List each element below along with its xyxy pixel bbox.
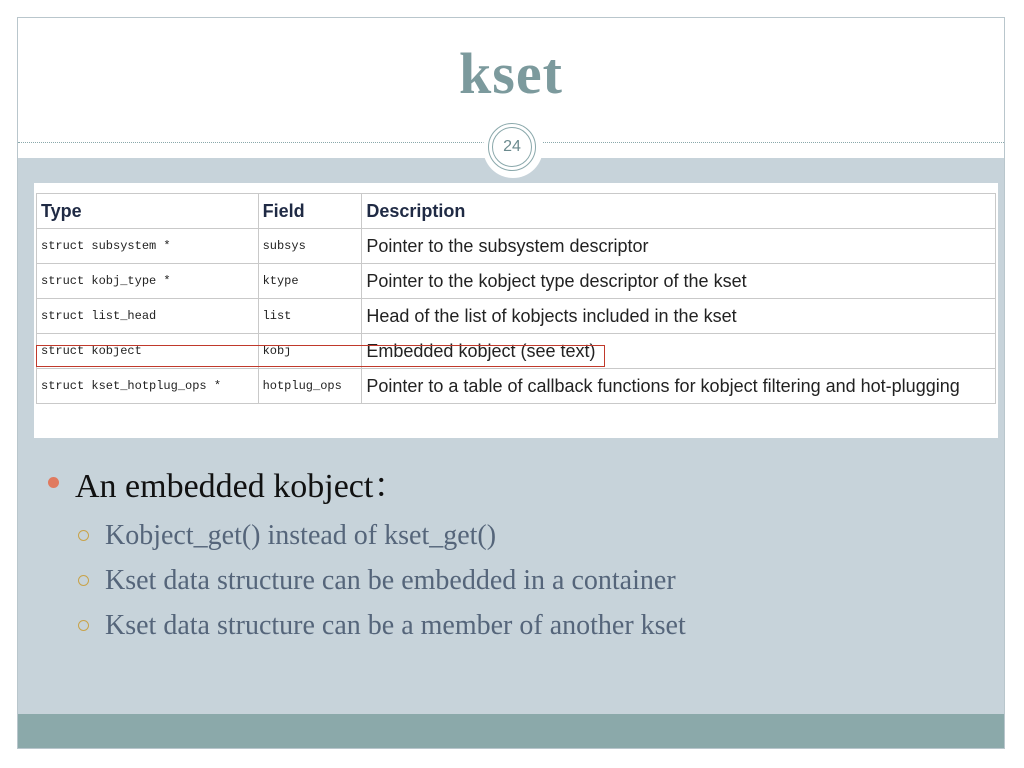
table-row xyxy=(37,264,996,299)
sub-bullet-text: Kobject_get() instead of kset_get() xyxy=(105,519,497,551)
sub-bullet-text: Kset data structure can be a member of another kset xyxy=(105,609,686,641)
table-row xyxy=(37,369,996,404)
cell-field: kobj xyxy=(258,334,362,369)
sub-bullet-ring-icon xyxy=(78,530,89,541)
slide-title: kset xyxy=(459,41,563,106)
table-image xyxy=(34,183,998,438)
cell-description: Pointer to the subsystem descriptor xyxy=(362,229,996,264)
sub-bullet-item xyxy=(78,513,988,558)
page-number-badge xyxy=(488,123,536,171)
kset-fields-table xyxy=(36,193,996,404)
bullet-item xyxy=(48,458,988,507)
table-row-highlighted xyxy=(37,334,996,369)
sub-bullet-item xyxy=(78,603,988,648)
table-row xyxy=(37,299,996,334)
sub-bullet-ring-icon xyxy=(78,575,89,586)
header-field: Field xyxy=(258,194,362,229)
header-description: Description xyxy=(362,194,996,229)
cell-type: struct kset_hotplug_ops * xyxy=(37,369,259,404)
cell-description: Embedded kobject (see text) xyxy=(362,334,996,369)
table-header-row xyxy=(37,194,996,229)
page-number: 24 xyxy=(492,127,532,167)
sub-bullet-text: Kset data structure can be embedded in a container xyxy=(105,564,676,596)
bullet-dot-icon xyxy=(48,477,59,488)
header-type: Type xyxy=(37,194,259,229)
sub-bullet-ring-icon xyxy=(78,620,89,631)
footer-bar xyxy=(18,714,1004,748)
cell-type: struct subsystem * xyxy=(37,229,259,264)
cell-type: struct kobj_type * xyxy=(37,264,259,299)
bullet-text: An embedded kobject： xyxy=(75,468,408,505)
cell-type: struct list_head xyxy=(37,299,259,334)
bullet-list xyxy=(48,458,988,648)
slide xyxy=(17,17,1005,749)
table-row xyxy=(37,229,996,264)
cell-field: ktype xyxy=(258,264,362,299)
cell-description: Head of the list of kobjects included in the kset xyxy=(362,299,996,334)
cell-field: list xyxy=(258,299,362,334)
sub-bullet-item xyxy=(78,558,988,603)
cell-field: hotplug_ops xyxy=(258,369,362,404)
cell-description: Pointer to the kobject type descriptor of the kset xyxy=(362,264,996,299)
cell-type: struct kobject xyxy=(37,334,259,369)
cell-description: Pointer to a table of callback functions for kobject filtering and hot-plugging xyxy=(362,369,996,404)
cell-field: subsys xyxy=(258,229,362,264)
